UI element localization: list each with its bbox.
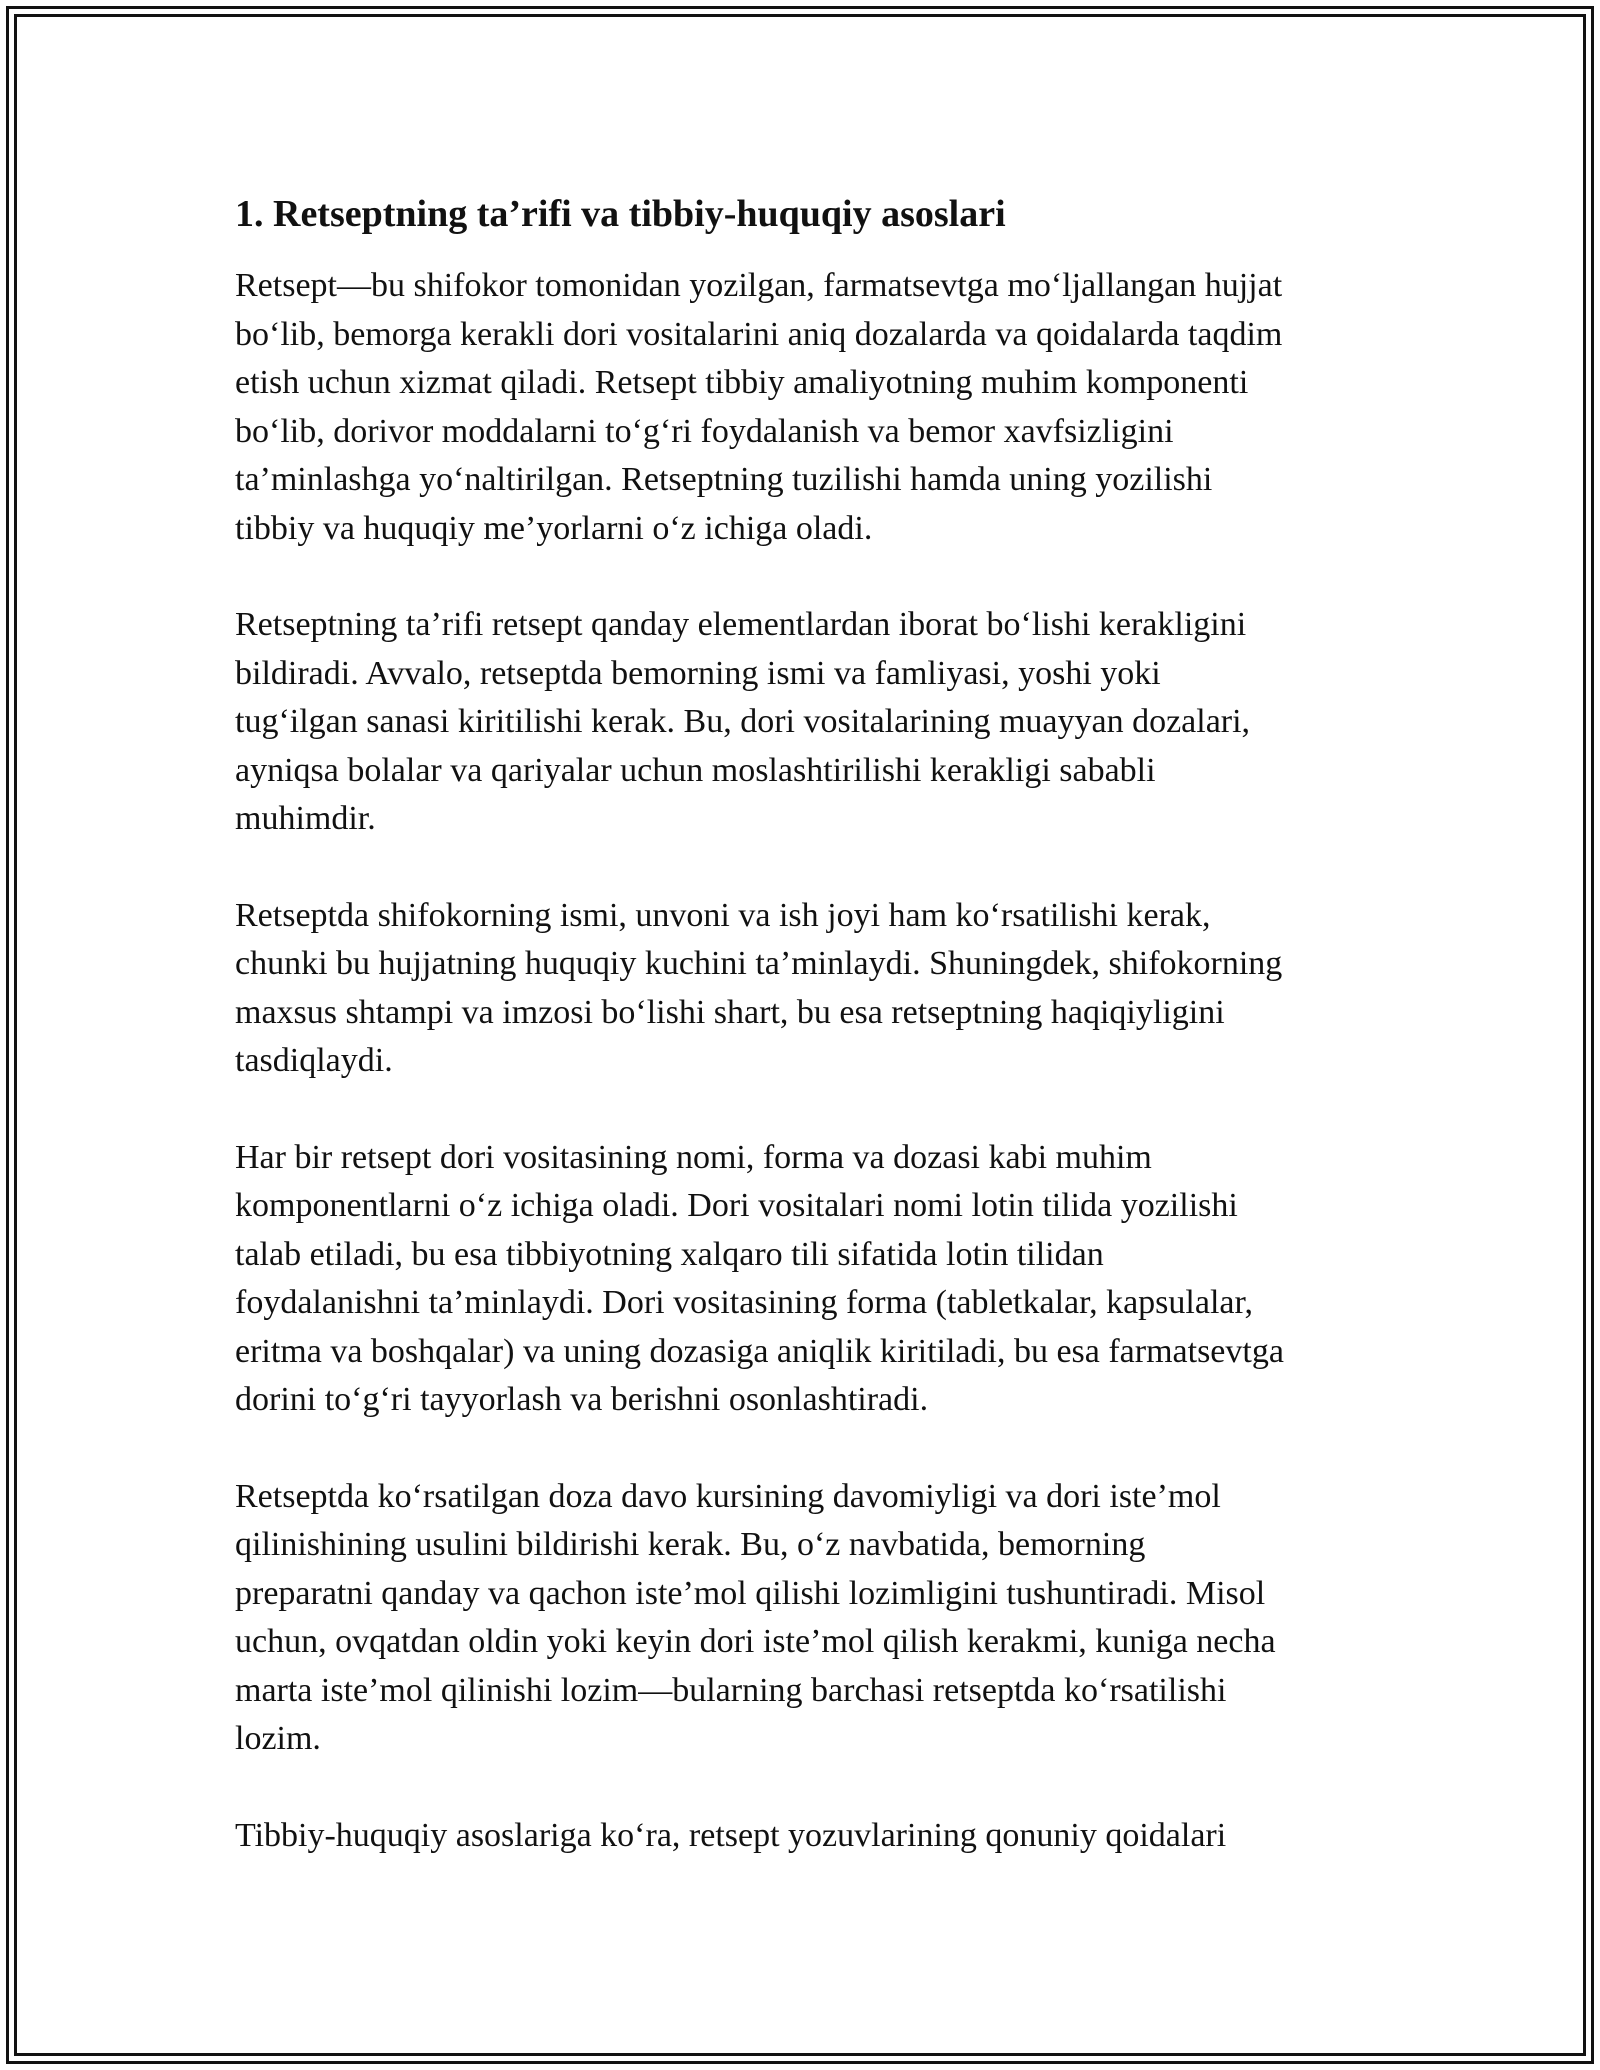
paragraph-dosage: Retseptda ko‘rsatilgan doza davo kursining davomiyligi va dori iste’mol qilinishining usulini bildirishi kerak. Bu, o‘z navbatida, bemorning preparatni qanday va qachon iste’mol qilishi lozimligini tushuntiradi. Misol uchun, ovqatdan oldin yoki keyin dori iste’mol qilish kerakmi, kuniga necha marta iste’mol qilinishi lozim—bularning barchasi retseptda ko‘rsatilishi lozim. xyxy=(235,1477,1276,1757)
paragraph-drug-components: Har bir retsept dori vositasining nomi, forma va dozasi kabi muhim komponentlarni o‘z ichiga oladi. Dori vositalari nomi lotin tilida yozilishi talab etiladi, bu esa tibbiyotning xalqaro tili sifatida lotin tilidan foydalanishni ta’minlaydi. Dori vositasining forma (tabletkalar, kapsulalar, eritma va boshqalar) va uning dozasiga aniqlik kiritiladi, bu esa farmatsevtga dorini to‘g‘ri tayyorlash va berishni osonlashtiradi. xyxy=(235,1138,1284,1418)
document-body xyxy=(235,186,1375,1908)
paragraph-doctor-info: Retseptda shifokorning ismi, unvoni va ish joyi ham ko‘rsatilishi kerak, chunki bu hujjatning huquqiy kuchini ta’minlaydi. Shuningdek, shifokorning maxsus shtampi va imzosi bo‘lishi shart, bu esa retseptning haqiqiyligini tasdiqlaydi. xyxy=(235,896,1283,1079)
paragraph-definition: Retsept—bu shifokor tomonidan yozilgan, farmatsevtga mo‘ljallangan hujjat bo‘lib, bemorga kerakli dori vositalarini aniq dozalarda va qoidalarda taqdim etish uchun xizmat qiladi. Retsept tibbiy amaliyotning muhim komponenti bo‘lib, dorivor moddalarni to‘g‘ri foydalanish va bemor xavfsizligini ta’minlashga yo‘naltirilgan. Retseptning tuzilishi hamda uning yozilishi tibbiy va huquqiy me’yorlarni o‘z ichiga oladi. xyxy=(235,267,1283,547)
section-heading: 1. Retseptning ta’rifi va tibbiy-huquqiy asoslari xyxy=(235,193,1006,235)
paragraph-legal-basis: Tibbiy-huquqiy asoslariga ko‘ra, retsept yozuvlarining qonuniy qoidalari xyxy=(235,1816,1227,1854)
paragraph-elements: Retseptning ta’rifi retsept qanday elementlardan iborat bo‘lishi kerakligini bildiradi. Avvalo, retseptda bemorning ismi va famliyasi, yoshi yoki tug‘ilgan sanasi kiritilishi kerak. Bu, dori vositalarining muayyan dozalari, ayniqsa bolalar va qariyalar uchun moslashtirilishi kerakligi sababli muhimdir. xyxy=(235,606,1251,837)
